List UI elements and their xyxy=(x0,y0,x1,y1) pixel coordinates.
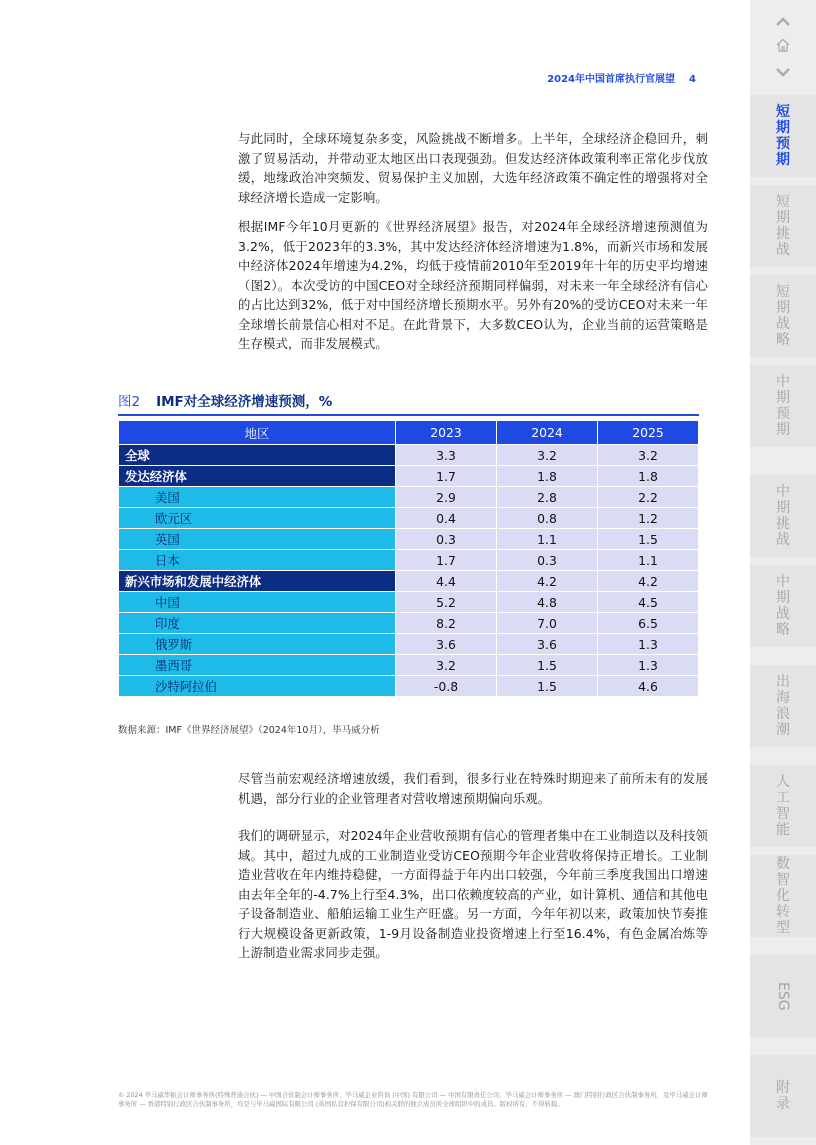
value-2024-cell: 1.5 xyxy=(497,655,598,676)
value-2023-cell: 4.4 xyxy=(396,571,497,592)
value-2024-cell: 0.3 xyxy=(497,550,598,571)
table-row xyxy=(119,613,699,634)
paragraph-imf-forecast: 根据IMF今年10月更新的《世界经济展望》报告，对2024年全球经济增速预测值为3.2%，低于2023年的3.3%，其中发达经济体经济增速为1.8%，而新兴市场和发展中经济体2024年增速为4.2%，均低于疫情前2010年至2019年十年的历史平均增速（图2）。本次受访的中国CEO对全球经济预期同样偏弱，对未来一年全球经济有信心的占比达到32%，低于对中国经济增长预期水平。另外有20%的受访CEO对未来一年全球增长前景信心相对不足。在此背景下，大多数CEO认为，企业当前的运营策略是生存模式，而非发展模式。 xyxy=(238,219,708,351)
value-2025-cell: 4.6 xyxy=(598,676,699,697)
tab-mid-strategy[interactable] xyxy=(750,565,816,647)
tab-label: 短期战略 xyxy=(776,284,790,348)
value-2025-cell: 3.2 xyxy=(598,445,699,466)
tab-short-strategy[interactable] xyxy=(750,275,816,357)
table-header-row xyxy=(119,421,699,445)
figure-caption: IMF对全球经济增速预测，% xyxy=(156,394,333,410)
tab-label: 中期预期 xyxy=(776,374,790,438)
chevron-down-icon[interactable] xyxy=(750,63,816,82)
region-cell: 欧元区 xyxy=(119,508,396,529)
region-cell: 新兴市场和发展中经济体 xyxy=(119,571,396,592)
value-2025-cell: 1.8 xyxy=(598,466,699,487)
home-icon[interactable] xyxy=(750,37,816,57)
value-2024-cell: 1.5 xyxy=(497,676,598,697)
tab-mid-challenge[interactable] xyxy=(750,475,816,557)
tab-label: 数智化转型 xyxy=(776,856,790,936)
table-row xyxy=(119,592,699,613)
region-cell: 中国 xyxy=(119,592,396,613)
value-2025-cell: 4.5 xyxy=(598,592,699,613)
value-2023-cell: 0.4 xyxy=(396,508,497,529)
header-title: 2024年中国首席执行官展望 xyxy=(547,74,676,85)
tab-overseas[interactable] xyxy=(750,665,816,747)
value-2024-cell: 0.8 xyxy=(497,508,598,529)
value-2025-cell: 1.2 xyxy=(598,508,699,529)
value-2023-cell: 1.7 xyxy=(396,466,497,487)
tab-label: 中期战略 xyxy=(776,574,790,638)
tab-appendix[interactable] xyxy=(750,1055,816,1137)
region-cell: 美国 xyxy=(119,487,396,508)
value-2024-cell: 2.8 xyxy=(497,487,598,508)
region-cell: 日本 xyxy=(119,550,396,571)
table-row xyxy=(119,571,699,592)
running-header xyxy=(547,70,696,85)
region-cell: 发达经济体 xyxy=(119,466,396,487)
tab-label: 中期挑战 xyxy=(776,484,790,548)
value-2023-cell: 1.7 xyxy=(396,550,497,571)
figure-number: 图2 xyxy=(118,394,141,410)
tab-digital[interactable] xyxy=(750,855,816,937)
table-row xyxy=(119,529,699,550)
header-region: 地区 xyxy=(119,421,396,445)
tab-short-challenge[interactable] xyxy=(750,185,816,267)
tab-label: 出海浪潮 xyxy=(776,674,790,738)
data-source-note: 数据来源：IMF《世界经济展望》（2024年10月），毕马威分析 xyxy=(118,725,380,736)
header-2025: 2025 xyxy=(598,421,699,445)
tab-label: 人工智能 xyxy=(776,774,790,838)
value-2024-cell: 7.0 xyxy=(497,613,598,634)
value-2023-cell: -0.8 xyxy=(396,676,497,697)
page-number: 4 xyxy=(689,74,696,85)
table-row xyxy=(119,634,699,655)
table-row xyxy=(119,655,699,676)
value-2023-cell: 3.6 xyxy=(396,634,497,655)
tab-mid-outlook[interactable] xyxy=(750,365,816,447)
value-2023-cell: 0.3 xyxy=(396,529,497,550)
table-row xyxy=(119,445,699,466)
region-cell: 墨西哥 xyxy=(119,655,396,676)
region-cell: 沙特阿拉伯 xyxy=(119,676,396,697)
value-2023-cell: 2.9 xyxy=(396,487,497,508)
tab-label: 短期预期 xyxy=(776,104,790,168)
header-2023: 2023 xyxy=(396,421,497,445)
value-2025-cell: 1.1 xyxy=(598,550,699,571)
paragraph-opportunities: 尽管当前宏观经济增速放缓，我们看到，很多行业在特殊时期迎来了前所未有的发展机遇，部分行业的企业管理者对营收增速预期偏向乐观。 xyxy=(238,771,708,806)
value-2025-cell: 2.2 xyxy=(598,487,699,508)
value-2023-cell: 5.2 xyxy=(396,592,497,613)
header-2024: 2024 xyxy=(497,421,598,445)
value-2023-cell: 8.2 xyxy=(396,613,497,634)
region-cell: 印度 xyxy=(119,613,396,634)
value-2025-cell: 4.2 xyxy=(598,571,699,592)
section-sidebar xyxy=(750,0,816,1145)
paragraph-global-environment: 与此同时，全球环境复杂多变，风险挑战不断增多。上半年，全球经济企稳回升，刺激了贸易活动，并带动亚太地区出口表现强劲。但发达经济体政策利率正常化步伐放缓，地缘政治冲突频发、贸易保护主义加剧，大选年经济政策不确定性的增强将对全球经济增长造成一定影响。 xyxy=(238,131,708,205)
value-2024-cell: 1.8 xyxy=(497,466,598,487)
paragraph-survey-results: 我们的调研显示，对2024年企业营收预期有信心的管理者集中在工业制造以及科技领域。其中，超过九成的工业制造业受访CEO预期今年企业营收将保持正增长。工业制造业营收在年内维持稳健，一方面得益于年内出口较强，今年前三季度我国出口增速由去年全年的-4.7%上行至4.3%，出口依赖度较高的产业，如计算机、通信和其他电子设备制造业、船舶运输工业生产旺盛。另一方面，今年年初以来，政策加快节奏推行大规模设备更新政策，1-9月设备制造业投资增速上行至16.4%，有色金属冶炼等上游制造业需求同步走强。 xyxy=(238,828,708,960)
value-2024-cell: 3.6 xyxy=(497,634,598,655)
value-2025-cell: 1.3 xyxy=(598,655,699,676)
chevron-up-icon[interactable] xyxy=(750,12,816,31)
region-cell: 俄罗斯 xyxy=(119,634,396,655)
value-2024-cell: 4.8 xyxy=(497,592,598,613)
table-row xyxy=(119,487,699,508)
value-2024-cell: 3.2 xyxy=(497,445,598,466)
table-row xyxy=(119,550,699,571)
region-cell: 全球 xyxy=(119,445,396,466)
region-cell: 英国 xyxy=(119,529,396,550)
value-2024-cell: 4.2 xyxy=(497,571,598,592)
tab-short-outlook[interactable] xyxy=(750,95,816,177)
value-2025-cell: 1.3 xyxy=(598,634,699,655)
table-row xyxy=(119,508,699,529)
value-2024-cell: 1.1 xyxy=(497,529,598,550)
table-row xyxy=(119,466,699,487)
gdp-forecast-table xyxy=(118,420,699,697)
copyright-footer: © 2024 毕马威华振会计师事务所(特殊普通合伙) — 中国合伙制会计师事务所，毕马威企业咨询 (中国) 有限公司 — 中国有限责任公司，毕马威会计师事务所 — 澳门特别行政区合伙制事务所，及毕马威会计师事务所 — 香港特别行政区合伙制事务所，均是与毕马威国际有限公司 (英国私营担保有限公司)相关联的独立成员所全球组织中的成员。版权所有，不得转载。 xyxy=(118,1091,708,1108)
tab-label: 附录 xyxy=(776,1080,790,1112)
tab-label: 短期挑战 xyxy=(776,194,790,258)
value-2025-cell: 6.5 xyxy=(598,613,699,634)
tab-label: ESG xyxy=(775,981,791,1011)
value-2023-cell: 3.2 xyxy=(396,655,497,676)
table-row xyxy=(119,676,699,697)
tab-esg[interactable] xyxy=(750,955,816,1037)
figure-title xyxy=(118,386,699,416)
tab-ai[interactable] xyxy=(750,765,816,847)
value-2025-cell: 1.5 xyxy=(598,529,699,550)
value-2023-cell: 3.3 xyxy=(396,445,497,466)
